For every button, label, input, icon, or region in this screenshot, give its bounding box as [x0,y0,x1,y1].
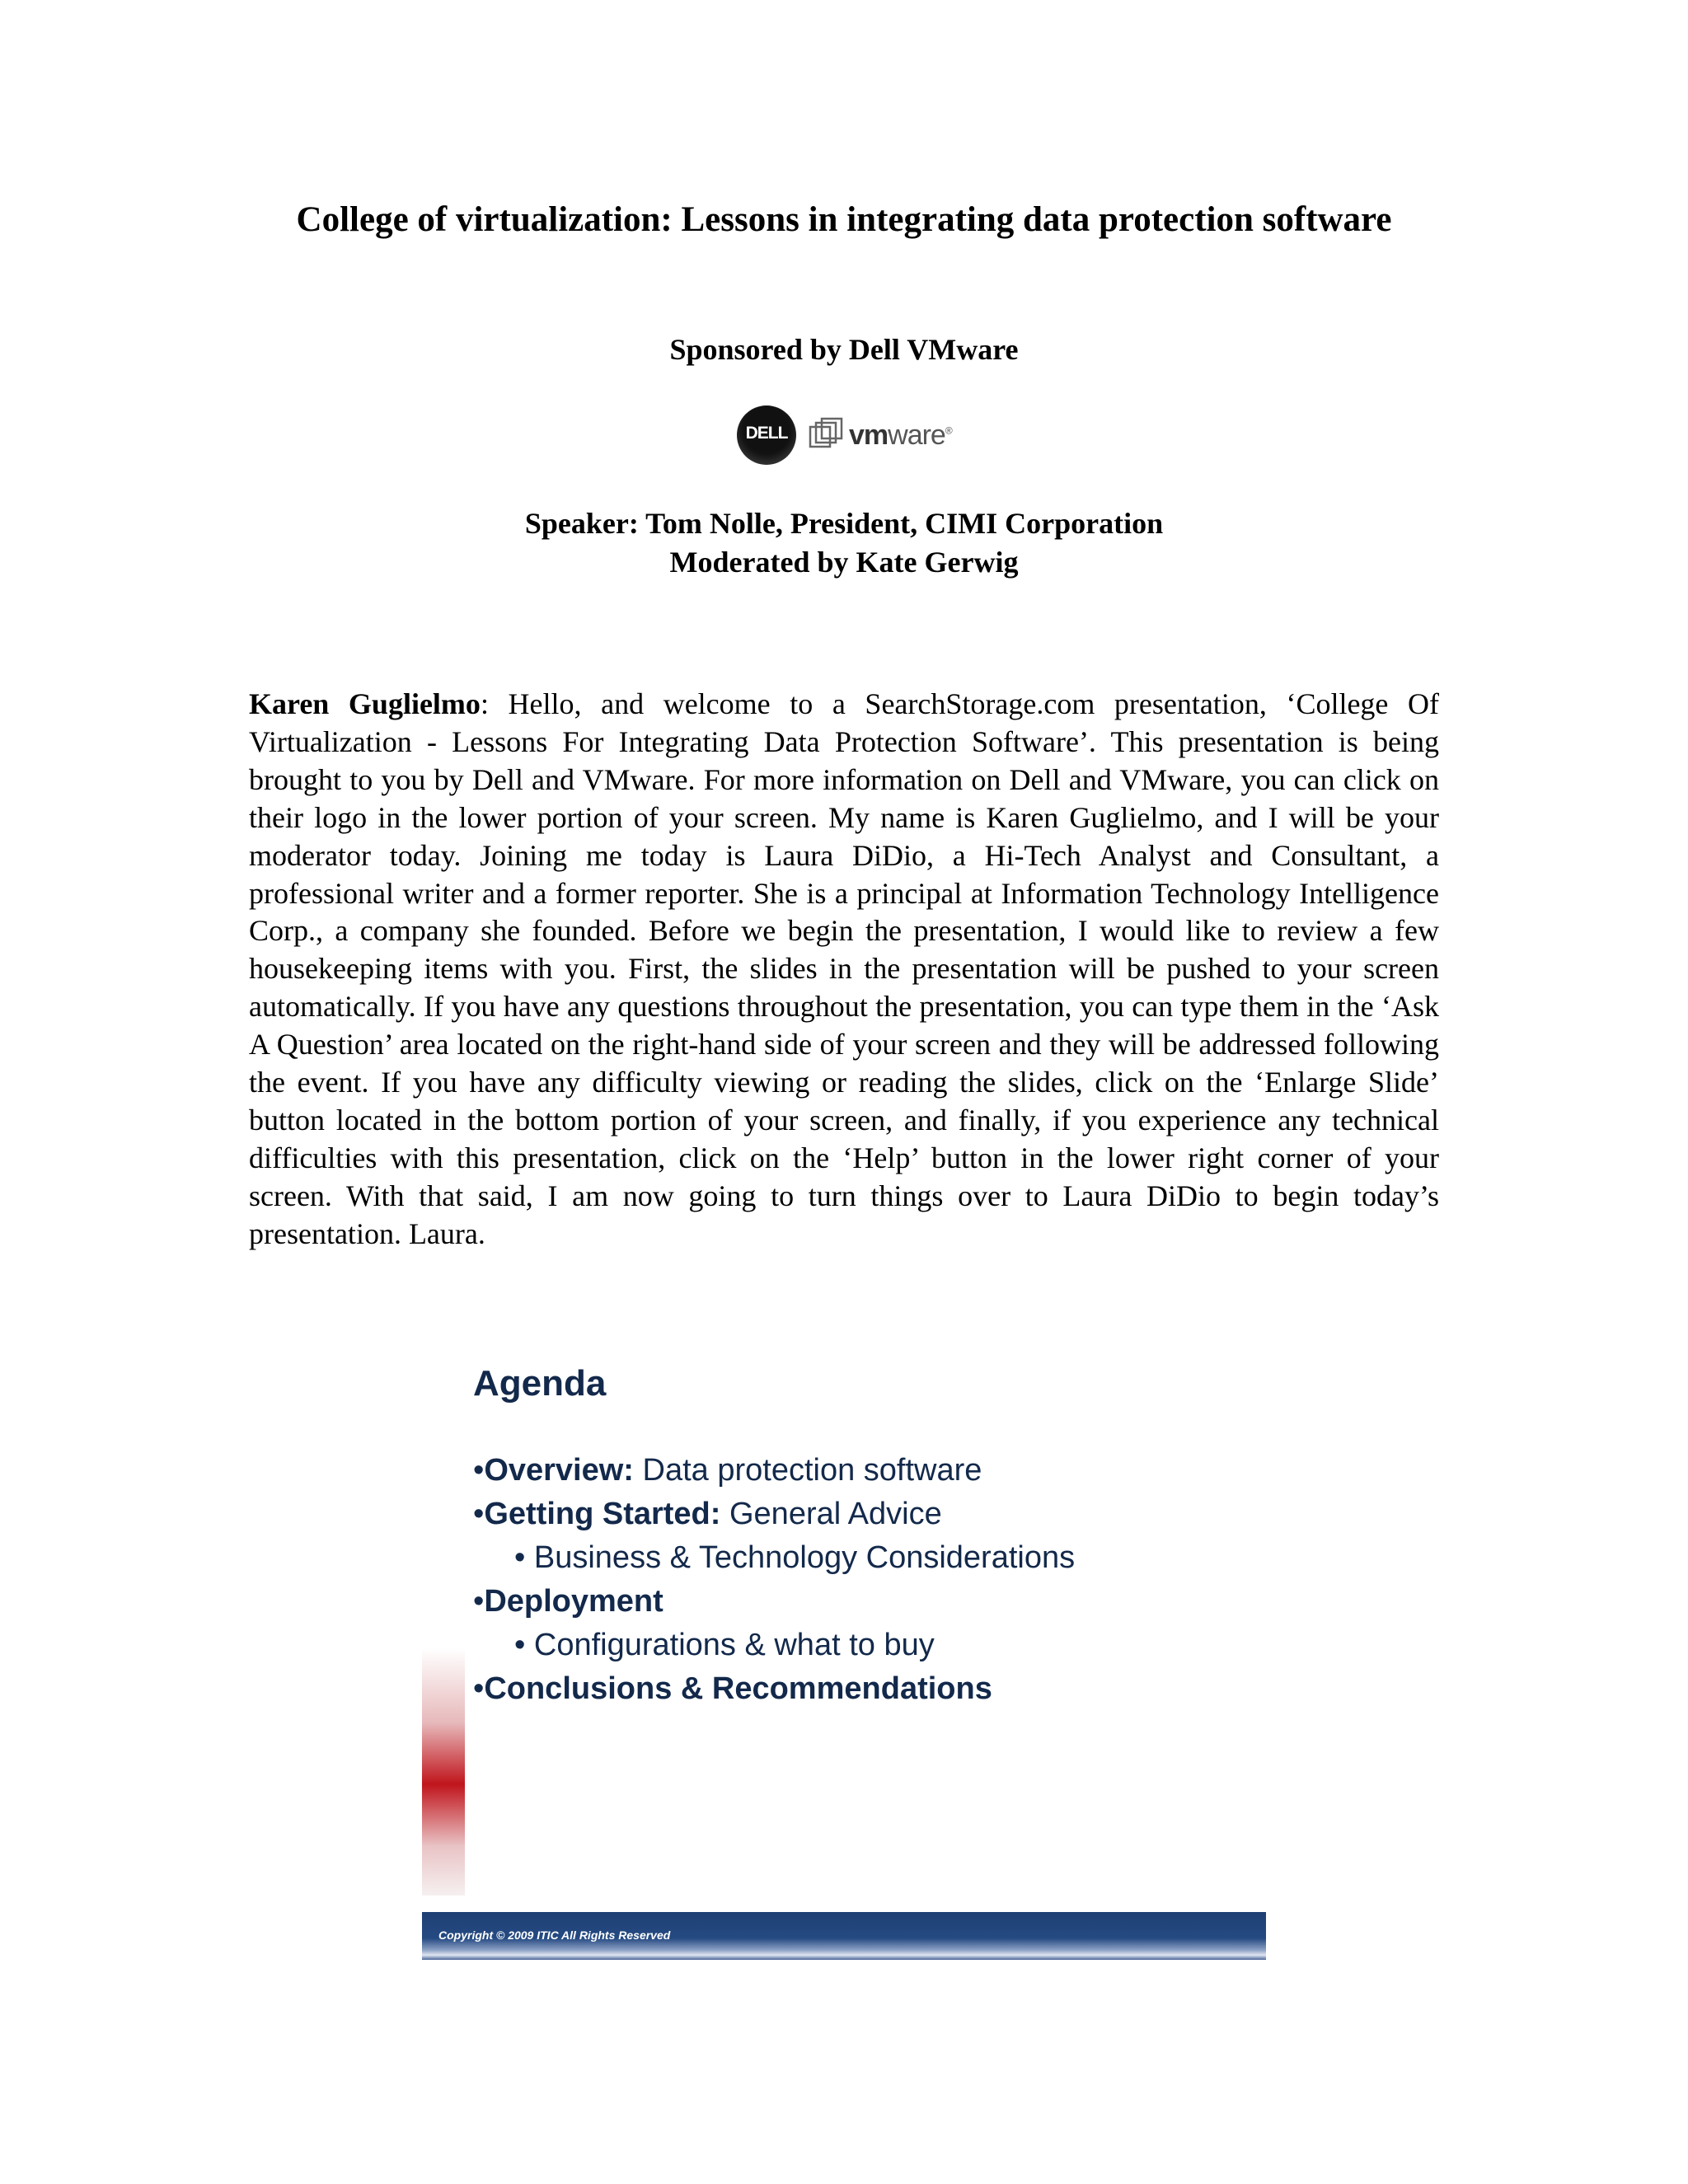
vmware-registered-mark: ® [945,424,952,437]
agenda-item-text: Business & Technology Considerations [533,1540,1076,1575]
agenda-item-text: General Advice [720,1497,942,1531]
agenda-list [473,1449,1264,1711]
transcript-paragraph [249,686,1439,1254]
moderator-line: Moderated by Kate Gerwig [669,546,1019,579]
transcript-speaker-name: Karen Guglielmo [249,687,481,720]
sponsor-line: Sponsored by Dell VMware [669,333,1019,366]
agenda-item-text: Configurations & what to buy [533,1628,935,1662]
speaker-block [290,504,1398,582]
transcript-text: Hello, and welcome to a SearchStorage.com presentation, ‘College Of Virtualization - Lessons For Integrating Data Protection Software’. This presentation is being brought to you by Dell and VMware. For more information on Dell and VMware, you can click on their logo in the lower portion of your screen. My name is Karen Guglielmo, and I will be your moderator today. Joining me today is Laura DiDio, a Hi-Tech Analyst and Consultant, a professional writer and a former reporter. She is a principal at Information Technology Intelligence Corp., a company she founded. Before we begin the presentation, I would like to review a few housekeeping items with you. First, the slides in the presentation will be pushed to your screen automatically. If you have any questions throughout the presentation, you can type them in the ‘Ask A Question’ area located on the right-hand side of your screen and they will be addressed following the event. If you have any difficulty viewing or reading the slides, click on the ‘Enlarge Slide’ button located in the bottom portion of your screen, and finally, if you experience any technical difficulties with this presentation, click on the ‘Help’ button in the lower right corner of your screen. With that said, I am now going to turn things over to Laura DiDio to begin today’s presentation. Laura. [249,687,1439,1250]
agenda-bullet: • [473,1453,485,1488]
speaker-line: Speaker: Tom Nolle, President, CIMI Corporation [524,507,1164,540]
agenda-item-overview [473,1449,1264,1493]
transcript-separator: : [480,687,489,720]
dell-logo-text: DELL [745,424,788,443]
agenda-item-conclusions [473,1667,1264,1711]
slide-accent-bar [422,1648,465,1896]
document-title: College of virtualization: Lessons in integrating data protection software [296,200,1392,239]
slide-title: Agenda [473,1363,607,1404]
agenda-item-text: Data protection software [633,1453,982,1488]
agenda-slide [422,1343,1266,1961]
agenda-item-getting-started [473,1493,1264,1536]
slide-footer-bar [422,1912,1266,1960]
agenda-bullet: • [514,1540,534,1575]
dell-logo[interactable] [737,405,796,465]
agenda-item-deployment [473,1580,1264,1624]
sponsor-logos[interactable] [737,404,959,466]
agenda-item-heading: Getting Started: [484,1497,721,1531]
vmware-logo-prefix: vm [849,419,889,451]
agenda-subitem-business-technology [473,1536,1264,1580]
agenda-item-heading: Overview: [484,1453,634,1488]
agenda-bullet: • [473,1671,485,1706]
vmware-mark-icon [808,417,844,453]
agenda-item-heading: Conclusions & Recommendations [484,1671,992,1706]
agenda-bullet: • [473,1584,485,1619]
slide-copyright: Copyright © 2009 ITIC All Rights Reserved [438,1929,671,1942]
agenda-bullet: • [514,1628,534,1662]
agenda-item-heading: Deployment [484,1584,663,1619]
agenda-bullet: • [473,1497,485,1531]
vmware-logo[interactable] [849,419,952,452]
agenda-subitem-configurations [473,1624,1264,1667]
vmware-logo-suffix: ware [888,419,945,451]
